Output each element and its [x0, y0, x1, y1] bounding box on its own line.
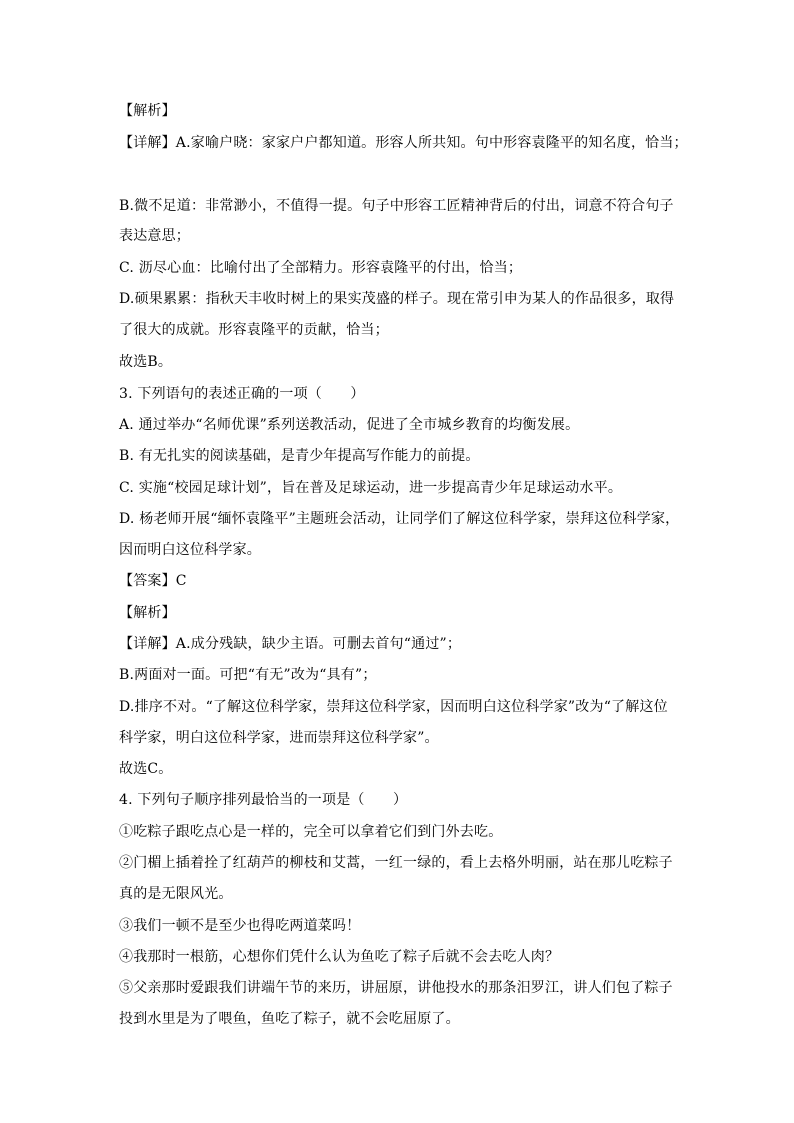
answer-conclusion: 故选B。	[119, 354, 173, 370]
explanation-line: C. 沥尽心血：比喻付出了全部精力。形容袁隆平的付出，恰当；	[119, 260, 523, 276]
explanation-line: D.排序不对。“了解这位科学家，崇拜这位科学家，因而明白这位科学家”改为“了解这位	[119, 699, 668, 715]
option-line: 因而明白这位科学家。	[119, 542, 261, 558]
sentence-item: ②门楣上插着拴了红葫芦的柳枝和艾蒿，一红一绿的，看上去格外明丽，站在那儿吃粽子	[119, 855, 673, 871]
answer-line: 【答案】C	[119, 573, 187, 589]
option-line: D. 杨老师开展“缅怀袁隆平”主题班会活动，让同学们了解这位科学家，崇拜这位科学家，	[119, 511, 680, 527]
explanation-line: B.微不足道：非常渺小，不值得一提。句子中形容工匠精神背后的付出，词意不符合句子	[119, 198, 674, 214]
sentence-item: 投到水里是为了喂鱼，鱼吃了粽子，就不会吃屈原了。	[119, 1011, 460, 1027]
sentence-item: ①吃粽子跟吃点心是一样的，完全可以拿着它们到门外去吃。	[119, 824, 503, 840]
explanation-line: B.两面对一面。可把“有无”改为“具有”；	[119, 667, 377, 683]
question-title: 4. 下列句子顺序排列最恰当的一项是（ ）	[119, 792, 408, 808]
explanation-line: 【详解】A.成分残缺，缺少主语。可删去首句“通过”；	[119, 636, 462, 652]
sentence-item: ③我们一顿不是至少也得吃两道菜吗！	[119, 918, 361, 934]
explanation-line: D.硕果累累：指秋天丰收时树上的果实茂盛的样子。现在常引申为某人的作品很多，取得	[119, 291, 675, 307]
answer-conclusion: 故选C。	[119, 761, 173, 777]
option-line: C. 实施“校园足球计划”，旨在普及足球运动，进一步提高青少年足球运动水平。	[119, 480, 623, 496]
analysis-heading: 【解析】	[119, 103, 176, 119]
explanation-line: 【详解】A.家喻户晓：家家户户都知道。形容人所共知。句中形容袁隆平的知名度，恰当；	[119, 135, 688, 151]
analysis-heading: 【解析】	[119, 605, 176, 621]
question-title: 3. 下列语句的表述正确的一项（ ）	[119, 386, 365, 402]
sentence-item: 真的是无限风光。	[119, 886, 233, 902]
explanation-line: 了很大的成就。形容袁隆平的贡献，恰当；	[119, 322, 389, 338]
option-line: B. 有无扎实的阅读基础，是青少年提高写作能力的前提。	[119, 448, 480, 464]
explanation-line: 科学家，明白这位科学家，进而崇拜这位科学家”。	[119, 730, 439, 746]
explanation-line: 表达意思；	[119, 228, 190, 244]
sentence-item: ⑤父亲那时爱跟我们讲端午节的来历，讲屈原，讲他投水的那条汨罗江，讲人们包了粽子	[119, 980, 673, 996]
option-line: A. 通过举办“名师优课”系列送教活动，促进了全市城乡教育的均衡发展。	[119, 417, 580, 433]
sentence-item: ④我那时一根筋，心想你们凭什么认为鱼吃了粽子后就不会去吃人肉？	[119, 949, 560, 965]
